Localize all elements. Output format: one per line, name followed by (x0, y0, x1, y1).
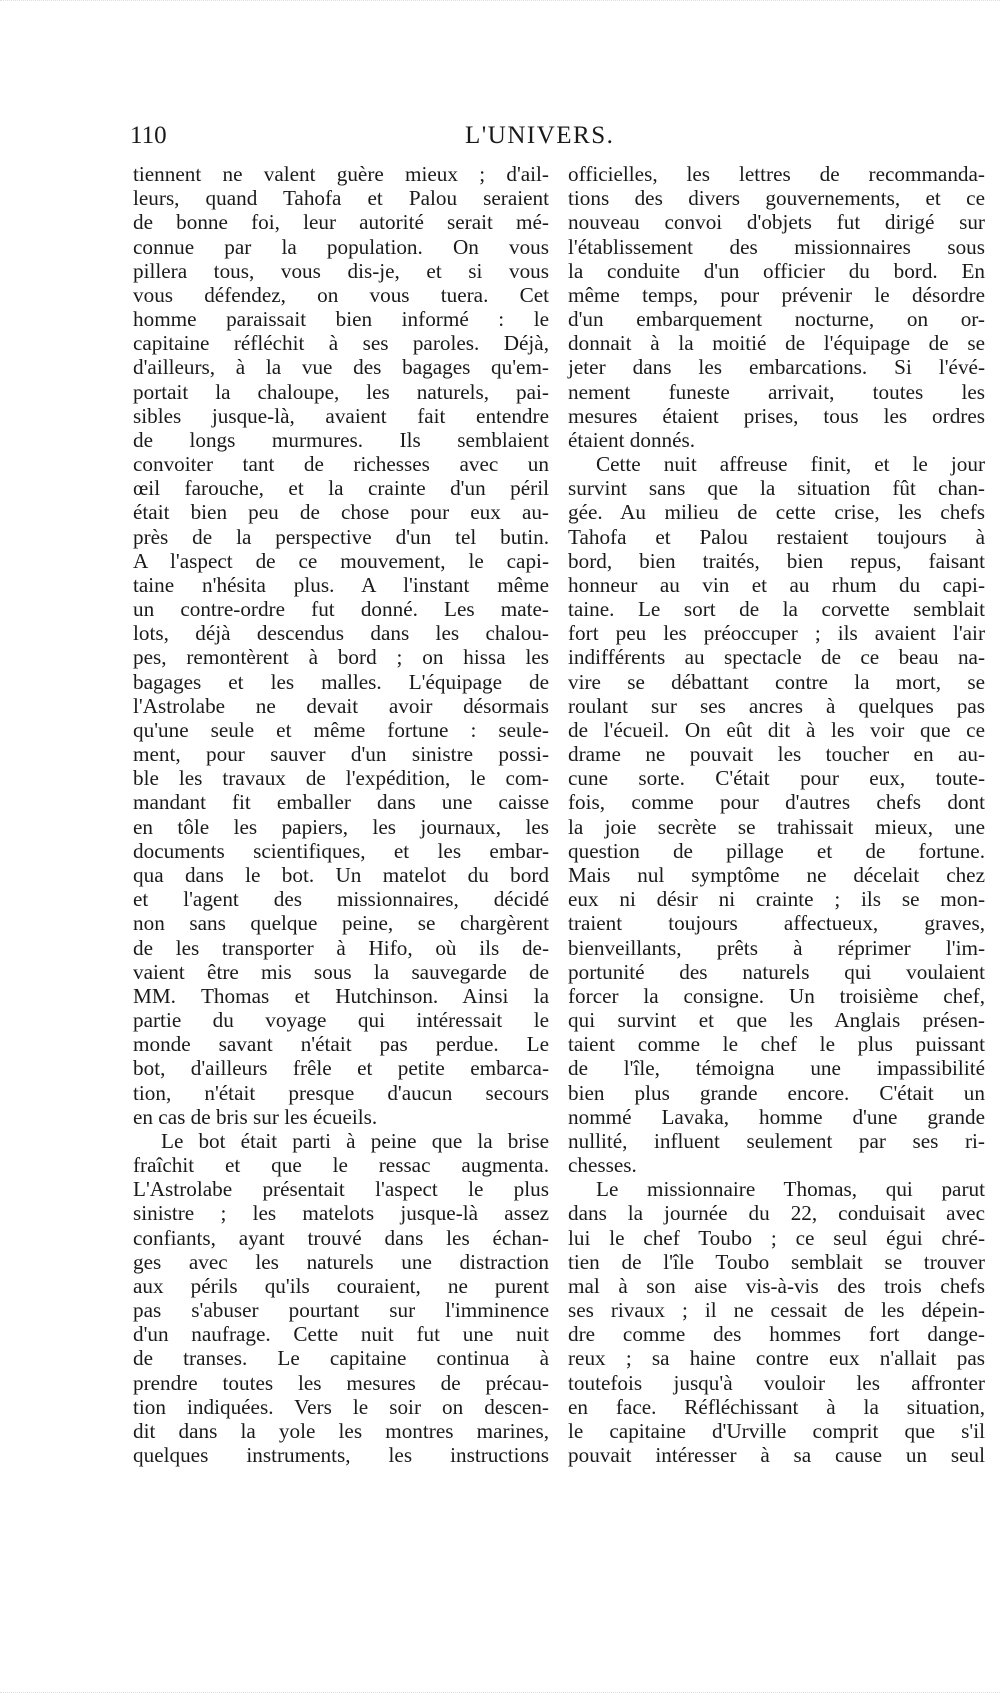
text-line: homme paraissait bien informé : le (133, 307, 549, 332)
text-line: même temps, pour prévenir le désordre (568, 282, 985, 307)
text-line: chesses. (568, 1153, 637, 1178)
text-line: reux ; sa haine contre eux n'allait pas (568, 1346, 985, 1371)
text-line: bot, d'ailleurs frêle et petite embarca- (133, 1056, 549, 1081)
text-line: la joie secrète se trahissait mieux, une (568, 814, 985, 839)
text-line: taine. Le sort de la corvette semblait (568, 597, 985, 622)
text-line: donnait à la moitié de l'équipage de se (568, 331, 985, 356)
text-line: monde savant n'était pas perdue. Le (133, 1032, 549, 1057)
text-line: bienveillants, prêts à réprimer l'im- (568, 935, 985, 960)
text-line: ment, pour sauver d'un sinistre possi- (133, 742, 549, 767)
text-line: lots, déjà descendus dans les chalou- (133, 621, 549, 646)
text-line: traient toujours affectueux, graves, (568, 911, 985, 936)
text-line: tions des divers gouvernements, et ce (568, 186, 985, 211)
text-line: MM. Thomas et Hutchinson. Ainsi la (133, 983, 549, 1008)
text-line: en face. Réfléchissant à la situation, (568, 1394, 985, 1419)
page-header (130, 122, 630, 156)
text-line: sinistre ; les matelots jusque-là assez (133, 1201, 549, 1226)
text-line: officielles, les lettres de recommanda- (568, 162, 985, 186)
text-line: était bien peu de chose pour eux au- (133, 500, 549, 525)
text-line: et l'agent des missionnaires, décidé (133, 887, 549, 912)
text-line: Mais nul symptôme ne décelait chez (568, 862, 985, 887)
text-line: tion indiquées. Vers le soir on descen- (133, 1394, 549, 1419)
text-line: jeter dans les embarcations. Si l'évé- (568, 355, 985, 380)
text-line: pas s'abuser pourtant sur l'imminence (133, 1298, 549, 1323)
text-line: roulant sur ses ancres à quelques pas (568, 693, 985, 718)
text-line: d'un naufrage. Cette nuit fut une nuit (133, 1322, 549, 1347)
text-line: nement funeste arrivait, toutes les (568, 379, 985, 404)
text-line: tien de l'île Toubo semblait se trouver (568, 1249, 985, 1274)
text-line: taine n'hésita plus. A l'instant même (133, 572, 549, 597)
text-line: partie du voyage qui intéressait le (133, 1008, 549, 1033)
text-line: ges avec les naturels une distraction (133, 1249, 549, 1274)
text-line: sibles jusque-là, avaient fait entendre (133, 403, 549, 428)
text-line: mesures étaient prises, tous les ordres (568, 403, 985, 428)
text-line: question de pillage et de fortune. (568, 838, 985, 863)
text-line: honneur au vin et au rhum du capi- (568, 572, 985, 597)
text-line: prendre toutes les mesures de précau- (133, 1370, 549, 1395)
text-line: cune sorte. C'était pour eux, toute- (568, 766, 985, 791)
text-line: survint sans que la situation fût chan- (568, 476, 985, 501)
text-line: fraîchit et que le ressac augmenta. (133, 1153, 549, 1178)
text-line: de l'île, témoigna une impassibilité (568, 1056, 985, 1081)
text-line: bien plus grande encore. C'était un (568, 1080, 985, 1105)
scan-edge-bottom (0, 1692, 1000, 1699)
page-number: 110 (130, 122, 167, 149)
running-title: L'UNIVERS. (465, 122, 615, 149)
text-line: leurs, quand Tahofa et Palou seraient (133, 186, 549, 211)
text-line: confiants, ayant trouvé dans les échan- (133, 1225, 549, 1250)
text-line: documents scientifiques, et les embar- (133, 838, 549, 863)
text-line: nommé Lavaka, homme d'une grande (568, 1104, 985, 1129)
text-line: nullité, influent seulement par ses ri- (568, 1128, 985, 1153)
text-line: L'Astrolabe présentait l'aspect le plus (133, 1177, 549, 1202)
text-line: de transes. Le capitaine continua à (133, 1346, 549, 1371)
text-line: dans la journée du 22, conduisait avec (568, 1201, 985, 1226)
text-line: vaient être mis sous la sauvegarde de (133, 959, 549, 984)
text-line: Le bot était parti à peine que la brise (161, 1128, 549, 1153)
text-line: dre comme des hommes fort dange- (568, 1322, 985, 1347)
text-line: ble les travaux de l'expédition, le com- (133, 766, 549, 791)
text-line: capitaine réfléchit à ses paroles. Déjà, (133, 331, 549, 356)
text-line: de longs murmures. Ils semblaient (133, 427, 549, 452)
text-line: drame ne pouvait les toucher en au- (568, 742, 985, 767)
text-line: portunité des naturels qui voulaient (568, 959, 985, 984)
text-line: œil farouche, et la crainte d'un péril (133, 476, 549, 501)
text-line: bord, bien traités, bien repus, faisant (568, 548, 985, 573)
text-line: aux périls qu'ils couraient, ne purent (133, 1273, 549, 1298)
text-line: vous défendez, on vous tuera. Cet (133, 282, 549, 307)
text-line: Cette nuit affreuse finit, et le jour (596, 452, 985, 477)
right-column (568, 162, 985, 1467)
text-line: convoiter tant de richesses avec un (133, 452, 549, 477)
text-line: toutefois jusqu'à vouloir les affronter (568, 1370, 985, 1395)
text-line: pouvait intéresser à sa cause un seul (568, 1443, 985, 1468)
text-line: de l'écueil. On eût dit à les voir que ce (568, 717, 985, 742)
text-line: le capitaine d'Urville comprit que s'il (568, 1418, 985, 1443)
text-line: lui le chef Toubo ; ce seul égui chré- (568, 1225, 985, 1250)
text-line: taient comme le chef le plus puissant (568, 1032, 985, 1057)
text-line: de les transporter à Hifo, où ils de- (133, 935, 549, 960)
text-line: de bonne foi, leur autorité serait mé- (133, 210, 549, 235)
text-line: non sans quelque peine, se chargèrent (133, 911, 549, 936)
text-line: indifférents au spectacle de ce beau na- (568, 645, 985, 670)
text-line: l'établissement des missionnaires sous (568, 234, 985, 259)
text-line: pes, remontèrent à bord ; on hissa les (133, 645, 549, 670)
left-column (133, 162, 549, 1467)
text-line: qu'une seule et même fortune : seule- (133, 717, 549, 742)
text-line: la conduite d'un officier du bord. En (568, 258, 985, 283)
text-line: en cas de bris sur les écueils. (133, 1104, 378, 1129)
text-line: nouveau convoi d'objets fut dirigé sur (568, 210, 985, 235)
text-line: pillera tous, vous dis-je, et si vous (133, 258, 549, 283)
text-line: gée. Au milieu de cette crise, les chefs (568, 500, 985, 525)
text-line: l'Astrolabe ne devait avoir désormais (133, 693, 549, 718)
text-line: en tôle les papiers, les journaux, les (133, 814, 549, 839)
text-line: A l'aspect de ce mouvement, le capi- (133, 548, 549, 573)
text-line: d'ailleurs, à la vue des bagages qu'em- (133, 355, 549, 380)
text-line: fort peu les préoccuper ; ils avaient l'air (568, 621, 985, 646)
scan-edge-top (0, 0, 1000, 7)
text-line: mal à son aise vis-à-vis des trois chefs (568, 1273, 985, 1298)
text-line: portait la chaloupe, les naturels, pai- (133, 379, 549, 404)
text-line: tion, n'était presque d'aucun secours (133, 1080, 549, 1105)
text-line: mandant fit emballer dans une caisse (133, 790, 549, 815)
text-line: dit dans la yole les montres marines, (133, 1418, 549, 1443)
text-line: qua dans le bot. Un matelot du bord (133, 862, 549, 887)
text-line: fois, comme pour d'autres chefs dont (568, 790, 985, 815)
text-line: ses rivaux ; il ne cessait de les dépein- (568, 1298, 985, 1323)
text-line: étaient donnés. (568, 427, 696, 452)
text-line: d'un embarquement nocturne, on or- (568, 307, 985, 332)
text-line: Le missionnaire Thomas, qui parut (596, 1177, 985, 1202)
text-line: un contre-ordre fut donné. Les mate- (133, 597, 549, 622)
text-line: forcer la consigne. Un troisième chef, (568, 983, 985, 1008)
text-line: Tahofa et Palou restaient toujours à (568, 524, 985, 549)
text-line: bagages et les malles. L'équipage de (133, 669, 549, 694)
text-line: tiennent ne valent guère mieux ; d'ail- (133, 162, 549, 186)
text-line: eux ni désir ni crainte ; ils se mon- (568, 887, 985, 912)
text-line: vire se débattant contre la mort, se (568, 669, 985, 694)
text-line: connue par la population. On vous (133, 234, 549, 259)
text-line: près de la perspective d'un tel butin. (133, 524, 549, 549)
text-line: qui survint et que les Anglais présen- (568, 1008, 985, 1033)
text-line: quelques instruments, les instructions (133, 1443, 549, 1468)
